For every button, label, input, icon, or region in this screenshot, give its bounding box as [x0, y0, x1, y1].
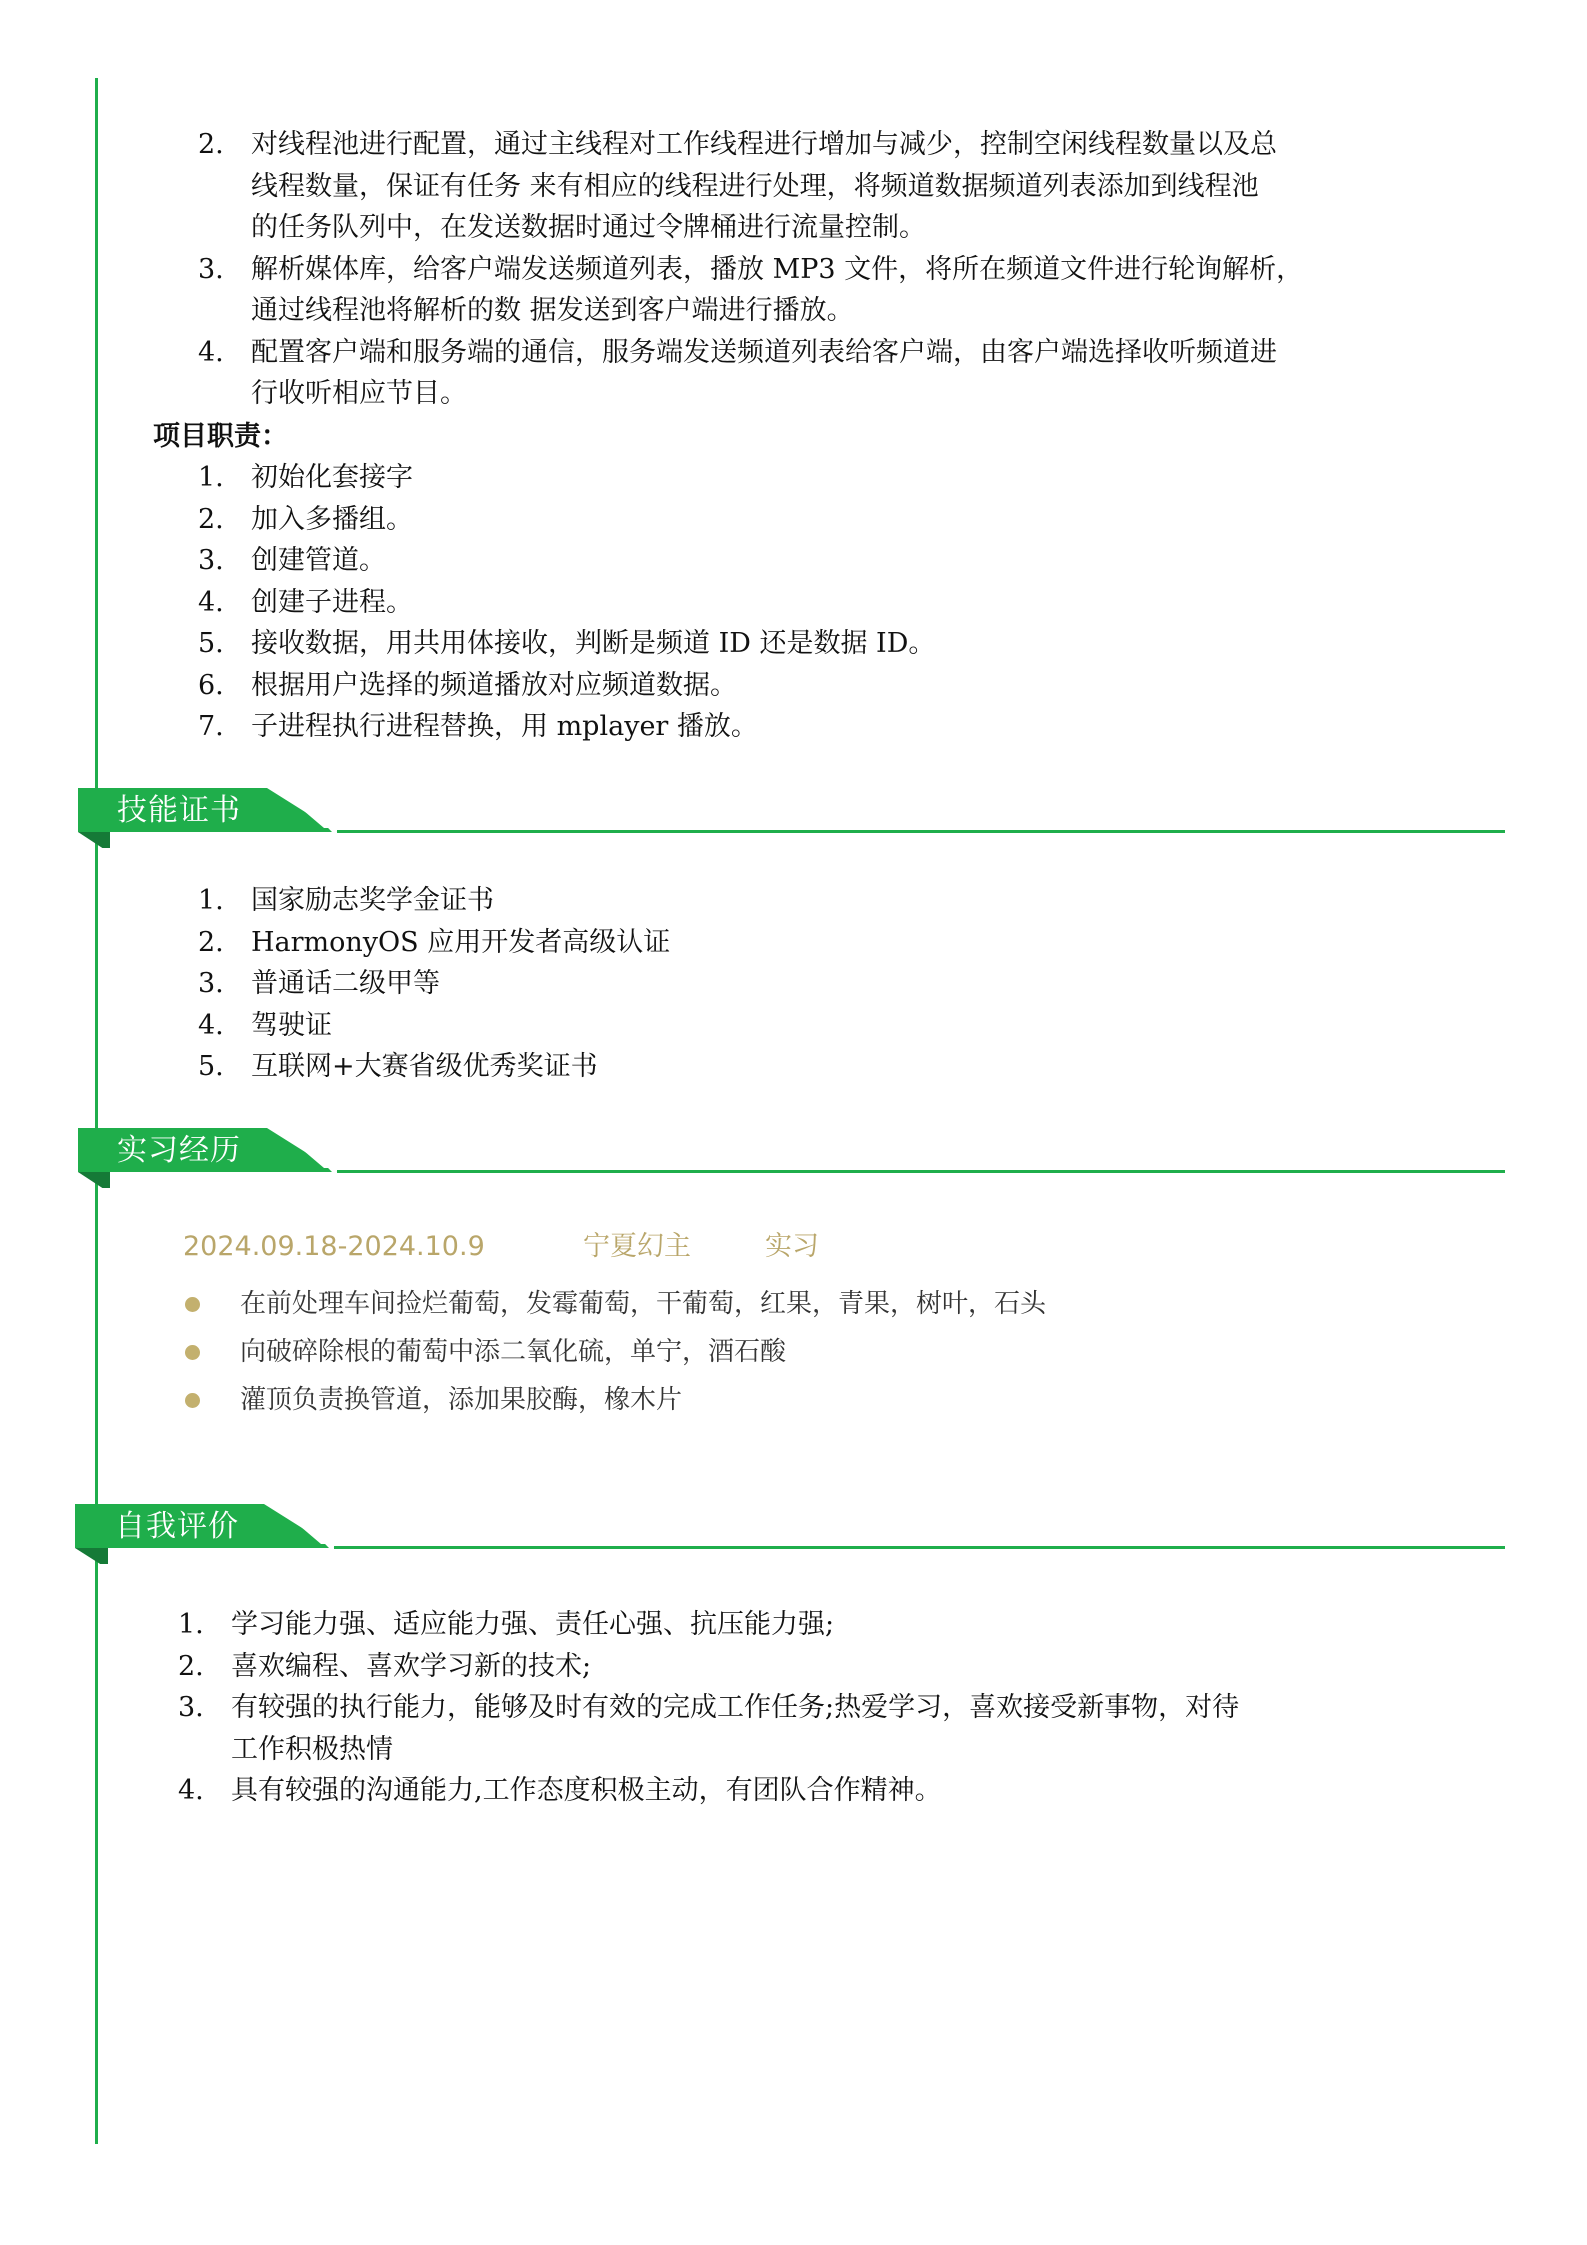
list-text-line: 对线程池进行配置，通过主线程对工作线程进行增加与减少，控制空闲线程数量以及总: [251, 129, 1277, 160]
list-text-line: 行收听相应节目。: [251, 378, 467, 409]
section-header-self-evaluation: [75, 1504, 1505, 1564]
timeline-vertical-line: [95, 78, 98, 2144]
self-evaluation-list: [178, 1604, 1239, 1812]
list-number: 4.: [198, 336, 224, 368]
list-item: [178, 1687, 1239, 1770]
list-item: [198, 499, 935, 541]
list-item: [183, 1328, 1046, 1376]
list-item: [198, 963, 670, 1005]
list-item: [198, 249, 1303, 332]
list-text: 国家励志奖学金证书: [251, 885, 494, 916]
list-number: 5.: [198, 1051, 224, 1082]
internship-date: 2024.09.18-2024.10.9: [183, 1231, 485, 1262]
section-header-skills: [75, 788, 1505, 848]
list-item: [178, 1646, 1239, 1688]
list-item: [178, 1604, 1239, 1646]
list-item: [183, 1280, 1046, 1328]
list-text: 子进程执行进程替换，用 mplayer 播放。: [251, 711, 758, 742]
list-item: [198, 1046, 670, 1088]
section-title: 自我评价: [115, 1509, 239, 1544]
list-number: 4.: [198, 586, 224, 618]
list-text: 根据用户选择的频道播放对应频道数据。: [251, 669, 737, 701]
list-text-line: 的任务队列中，在发送数据时通过令牌桶进行流量控制。: [251, 212, 926, 243]
project-description-list: [198, 124, 1303, 415]
list-text-line: 线程数量，保证有任务 来有相应的线程进行处理，将频道数据频道列表添加到线程池: [251, 170, 1259, 202]
bullet-dot-icon: [185, 1393, 200, 1408]
list-item: [183, 1376, 1046, 1424]
section-title: 技能证书: [117, 793, 241, 828]
internship-company: 宁夏幻主: [583, 1231, 691, 1262]
responsibilities-label: 项目职责：: [153, 421, 288, 452]
list-text: 接收数据，用共用体接收，判断是频道 ID 还是数据 ID。: [251, 628, 936, 659]
list-text-line: 学习能力强、适应能力强、责任心强、抗压能力强;: [231, 1609, 835, 1640]
internship-header: [183, 1229, 819, 1265]
list-number: 3.: [178, 1692, 204, 1723]
internship-duties-list: [183, 1280, 1046, 1424]
list-number: 4.: [178, 1775, 204, 1806]
list-text: 向破碎除根的葡萄中添二氧化硫，单宁，酒石酸: [240, 1337, 787, 1367]
list-text-line: 具有较强的沟通能力,工作态度积极主动，有团队合作精神。: [231, 1775, 942, 1806]
responsibilities-list: [198, 457, 935, 748]
list-number: 2.: [198, 129, 224, 160]
list-number: 7.: [198, 711, 224, 742]
bullet-dot-icon: [185, 1345, 200, 1360]
list-text: 在前处理车间捡烂葡萄，发霉葡萄，干葡萄，红果，青果，树叶，石头: [240, 1289, 1047, 1319]
list-item: [198, 124, 1303, 249]
list-text-line: 解析媒体库，给客户端发送频道列表，播放 MP3 文件，将所在频道文件进行轮询解析，: [251, 253, 1304, 285]
list-number: 6.: [198, 669, 224, 701]
list-text-line: 有较强的执行能力，能够及时有效的完成工作任务;热爱学习，喜欢接受新事物，对待: [231, 1692, 1240, 1723]
bullet-dot-icon: [185, 1297, 200, 1312]
list-item: [198, 332, 1303, 415]
list-text: 灌顶负责换管道，添加果胶酶，橡木片: [240, 1385, 683, 1415]
skills-list: [198, 880, 670, 1088]
list-item: [198, 623, 935, 665]
list-number: 3.: [198, 545, 224, 576]
list-number: 3.: [198, 253, 224, 285]
list-text-line: 工作积极热情: [231, 1733, 393, 1765]
section-header-internship: [75, 1128, 1505, 1188]
ribbon-banner-icon: [75, 1128, 1505, 1188]
list-item: [198, 880, 670, 922]
list-text-line: 通过线程池将解析的数 据发送到客户端进行播放。: [251, 295, 854, 326]
list-text: 初始化套接字: [251, 462, 413, 493]
list-text: HarmonyOS 应用开发者高级认证: [251, 926, 671, 958]
list-text: 普通话二级甲等: [251, 968, 440, 999]
list-item: [198, 665, 935, 707]
list-item: [198, 706, 935, 748]
ribbon-banner-icon: [75, 1504, 1505, 1564]
list-number: 2.: [198, 503, 224, 535]
list-text-line: 配置客户端和服务端的通信，服务端发送频道列表给客户端，由客户端选择收听频道进: [251, 336, 1277, 368]
list-number: 2.: [198, 926, 224, 958]
list-item: [178, 1770, 1239, 1812]
ribbon-banner-icon: [75, 788, 1505, 848]
list-number: 4.: [198, 1009, 224, 1041]
list-number: 5.: [198, 628, 224, 659]
list-number: 2.: [178, 1650, 204, 1682]
list-number: 1.: [198, 885, 224, 916]
list-text: 创建子进程。: [251, 586, 413, 618]
list-text: 驾驶证: [251, 1009, 332, 1041]
list-item: [198, 457, 935, 499]
list-item: [198, 540, 935, 582]
list-text-line: 喜欢编程、喜欢学习新的技术;: [231, 1650, 592, 1682]
internship-role: 实习: [765, 1231, 819, 1262]
list-text: 创建管道。: [251, 545, 386, 576]
list-number: 1.: [198, 462, 224, 493]
list-text: 互联网+大赛省级优秀奖证书: [251, 1051, 598, 1082]
list-number: 3.: [198, 968, 224, 999]
list-number: 1.: [178, 1609, 204, 1640]
list-item: [198, 582, 935, 624]
section-title: 实习经历: [117, 1133, 241, 1168]
list-item: [198, 1005, 670, 1047]
list-item: [198, 922, 670, 964]
list-text: 加入多播组。: [251, 503, 413, 535]
